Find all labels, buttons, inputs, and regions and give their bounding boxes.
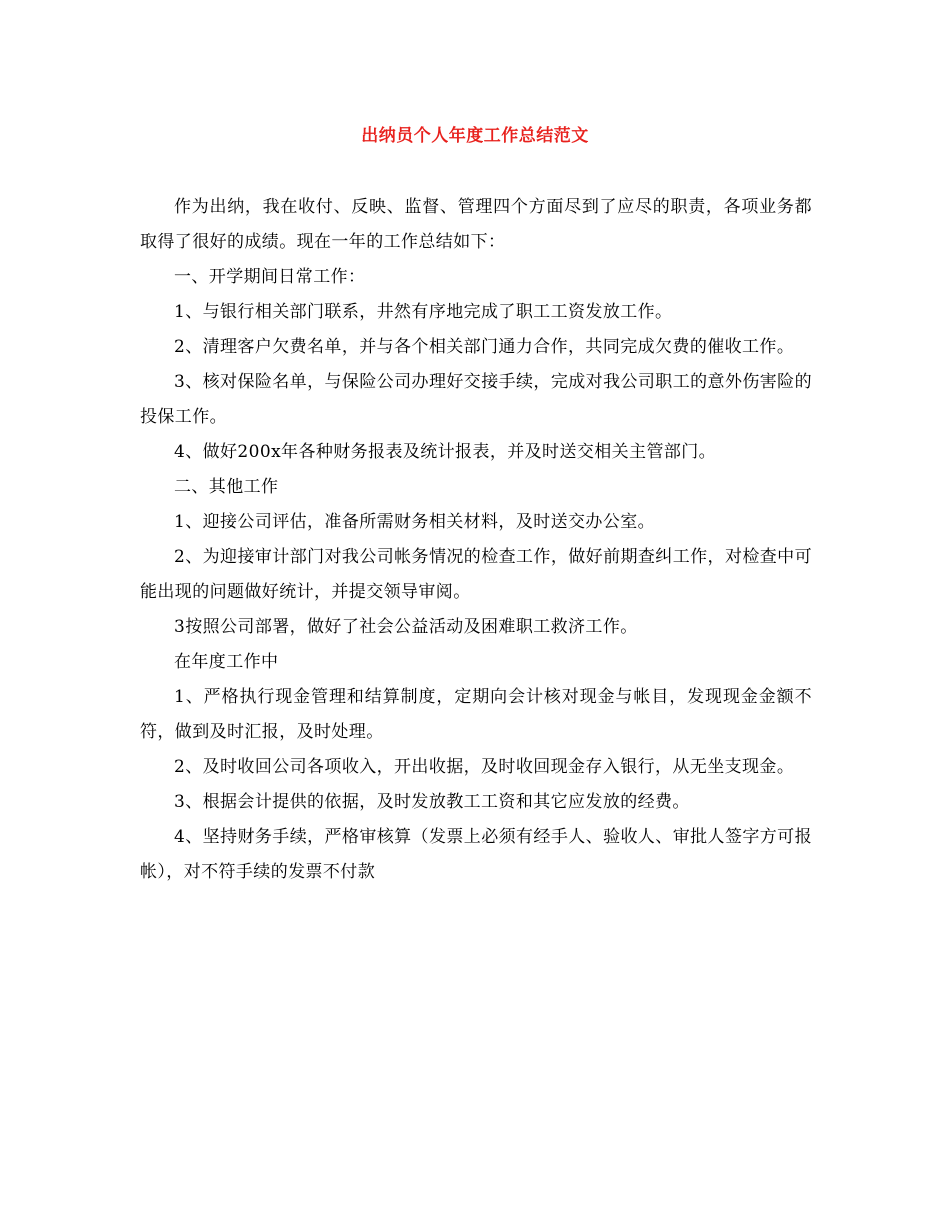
paragraph-item: 4、做好200x年各种财务报表及统计报表，并及时送交相关主管部门。	[174, 442, 717, 462]
paragraph-item: 2、为迎接审计部门对我公司帐务情况的检查工作，做好前期查纠工作，对检查中可能出现的问题做好统计，并提交领导审阅。	[140, 547, 812, 602]
paragraph-item: 3、核对保险名单，与保险公司办理好交接手续，完成对我公司职工的意外伤害险的投保工作。	[140, 372, 812, 427]
paragraph-item: 1、迎接公司评估，准备所需财务相关材料，及时送交办公室。	[174, 512, 656, 532]
section-heading-daily-work: 一、开学期间日常工作：	[174, 267, 366, 287]
document-title: 出纳员个人年度工作总结范文	[361, 126, 589, 146]
paragraph-item: 1、与银行相关部门联系，井然有序地完成了职工工资发放工作。	[174, 302, 673, 322]
paragraph-item: 3、根据会计提供的依据，及时发放教工工资和其它应发放的经费。	[174, 792, 690, 812]
paragraph-item: 4、坚持财务手续，严格审核算（发票上必须有经手人、验收人、审批人签字方可报帐），对不符手续的发票不付款	[140, 827, 812, 882]
paragraph-item: 3按照公司部署，做好了社会公益活动及困难职工救济工作。	[174, 617, 638, 637]
paragraph-intro: 作为出纳，我在收付、反映、监督、管理四个方面尽到了应尽的职责，各项业务都取得了很好的成绩。现在一年的工作总结如下：	[140, 197, 812, 252]
document-body	[140, 190, 812, 890]
section-heading-annual-work: 在年度工作中	[174, 652, 279, 672]
paragraph-item: 2、清理客户欠费名单，并与各个相关部门通力合作，共同完成欠费的催收工作。	[174, 337, 795, 357]
paragraph-item: 1、严格执行现金管理和结算制度，定期向会计核对现金与帐目，发现现金金额不符，做到及时汇报，及时处理。	[140, 687, 812, 742]
paragraph-item: 2、及时收回公司各项收入，开出收据，及时收回现金存入银行，从无坐支现金。	[174, 757, 795, 777]
section-heading-other-work: 二、其他工作	[174, 477, 279, 497]
